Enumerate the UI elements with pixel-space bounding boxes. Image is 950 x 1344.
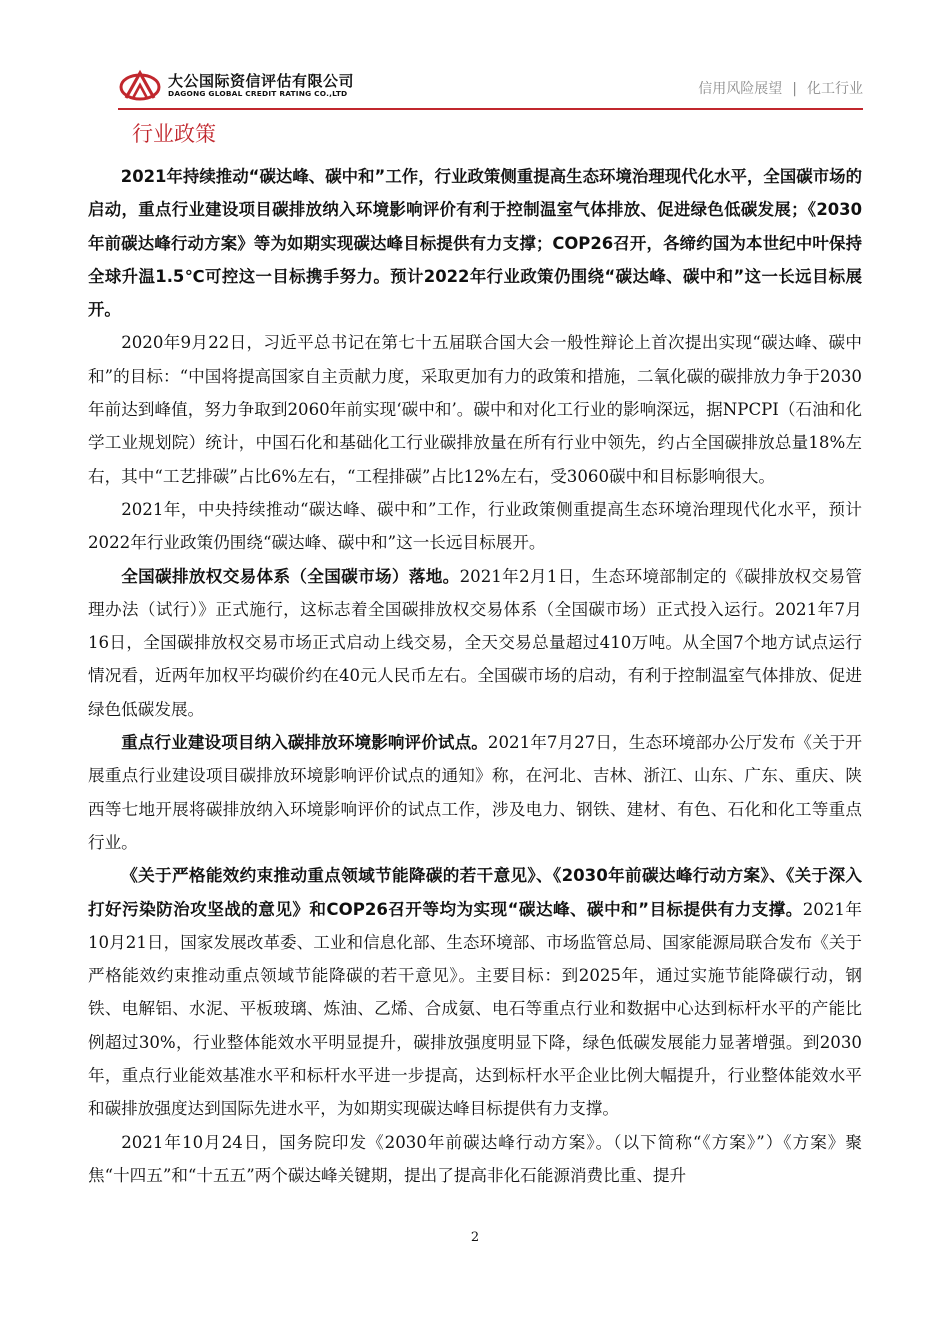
- body-content: [88, 160, 862, 1192]
- paragraph-heading: 《关于严格能效约束推动重点领域节能降碳的若干意见》、《2030年前碳达峰行动方案》、《关于深入打好污染防治攻坚战的意见》和COP26召开等均为实现“碳达峰、碳中和”目标提供有力支撑。: [88, 866, 862, 919]
- paragraph-eia-pilot: [88, 726, 862, 859]
- header-separator: |: [792, 81, 797, 97]
- paragraph-policy-support: [88, 859, 862, 1125]
- brand-name-en: DAGONG GLOBAL CREDIT RATING CO.,LTD: [168, 89, 348, 98]
- paragraph-policy-2021: 2021年，中央持续推动“碳达峰、碳中和”工作，行业政策侧重提高生态环境治理现代化水平，预计2022年行业政策仍围绕“碳达峰、碳中和”这一长远目标展开。: [88, 499, 862, 553]
- paragraph-heading: 重点行业建设项目纳入碳排放环境影响评价试点。: [121, 733, 488, 753]
- page-number: 2: [470, 1230, 480, 1245]
- report-type-label: 信用风险展望: [698, 81, 783, 97]
- company-logo-icon: [118, 68, 162, 104]
- header-category: [698, 78, 863, 98]
- lead-paragraph: 2021年持续推动“碳达峰、碳中和”工作，行业政策侧重提高生态环境治理现代化水平，全国碳市场的启动，重点行业建设项目碳排放纳入环境影响评价有利于控制温室气体排放、促进绿色低碳发展；《2030年前碳达峰行动方案》等为如期实现碳达峰目标提供有力支撑；COP26召开，各缔约国为本世纪中叶保持全球升温1.5℃可控这一目标携手努力。预计2022年行业政策仍围绕“碳达峰、碳中和”这一长远目标展开。: [88, 167, 862, 320]
- brand-name-cn: 大公国际资信评估有限公司: [168, 72, 355, 90]
- paragraph-text: 2021年2月1日，生态环境部制定的《碳排放权交易管理办法（试行）》正式施行，这标志着全国碳排放权交易体系（全国碳市场）正式投入运行。2021年7月16日，全国碳排放权交易市场正式启动上线交易，全天交易总量超过410万吨。从全国7个地方试点运行情况看，近两年加权平均碳价约在40元人民币左右。全国碳市场的启动，有利于控制温室气体排放、促进绿色低碳发展。: [88, 566, 863, 719]
- paragraph-carbon-market: [88, 560, 862, 726]
- paragraph-heading: 全国碳排放权交易体系（全国碳市场）落地。: [121, 566, 460, 586]
- section-title: 行业政策: [132, 122, 216, 146]
- page-header: [118, 64, 863, 108]
- industry-label: 化工行业: [807, 81, 863, 97]
- paragraph-text: 2021年7月27日，生态环境部办公厅发布《关于开展重点行业建设项目碳排放环境影响评价试点的通知》称，在河北、吉林、浙江、山东、广东、重庆、陕西等七地开展将碳排放纳入环境影响评价的试点工作，涉及电力、钢铁、建材、有色、石化和化工等重点行业。: [88, 733, 862, 852]
- paragraph-action-plan: 2021年10月24日，国务院印发《2030年前碳达峰行动方案》。（以下简称“《方案》”）《方案》聚焦“十四五”和“十五五”两个碳达峰关键期，提出了提高非化石能源消费比重、提升: [88, 1132, 862, 1185]
- paragraph-text: 2021年10月21日，国家发展改革委、工业和信息化部、生态环境部、市场监管总局、国家能源局联合发布《关于严格能效约束推动重点领域节能降碳的若干意见》。主要目标：到2025年，通过实施节能降碳行动，钢铁、电解铝、水泥、平板玻璃、炼油、乙烯、合成氨、电石等重点行业和数据中心达到标杆水平的产能比例超过30%，行业整体能效水平明显提升，碳排放强度明显下降，绿色低碳发展能力显著增强。到2030年，重点行业能效基准水平和标杆水平进一步提高，达到标杆水平企业比例大幅提升，行业整体能效水平和碳排放强度达到国际先进水平，为如期实现碳达峰目标提供有力支撑。: [88, 899, 862, 1119]
- header-divider: [118, 108, 863, 110]
- paragraph-carbon-goal: 2020年9月22日，习近平总书记在第七十五届联合国大会一般性辩论上首次提出实现“碳达峰、碳中和”的目标：“中国将提高国家自主贡献力度，采取更加有力的政策和措施，二氧化碳的碳排放力争于2030年前达到峰值，努力争取到2060年前实现‘碳中和’。碳中和对化工行业的影响深远，据NPCPI（石油和化学工业规划院）统计，中国石化和基础化工行业碳排放量在所有行业中领先，约占全国碳排放总量18%左右，其中“工艺排碳”占比6%左右，“工程排碳”占比12%左右，受3060碳中和目标影响很大。: [88, 333, 862, 486]
